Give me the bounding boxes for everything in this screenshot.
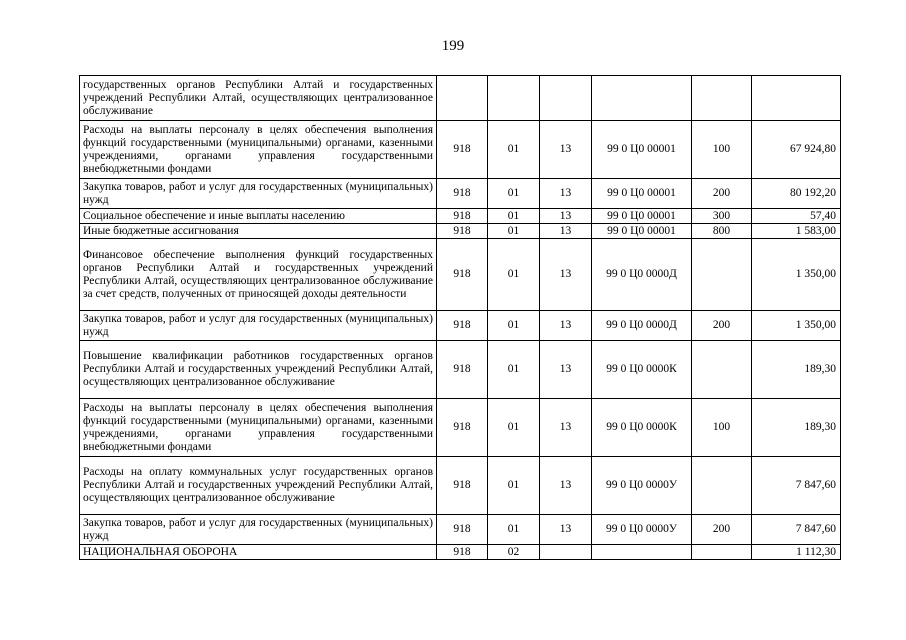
amount-cell: 1 112,30 <box>752 545 841 560</box>
section-cell: 02 <box>488 545 540 560</box>
expense-type-cell <box>692 76 752 121</box>
section-cell: 01 <box>488 311 540 341</box>
section-cell: 01 <box>488 179 540 209</box>
row-name: Расходы на выплаты персоналу в целях обеспечения выполнения функций государственными (муниципальными) органами, казенными учреждениями, органами управления государственными внебюджетными фондами <box>80 121 437 179</box>
row-name: Закупка товаров, работ и услуг для государственных (муниципальных) нужд <box>80 311 437 341</box>
row-name: Финансовое обеспечение выполнения функций государственных органов Республики Алтай и государственных учреждений Республики Алтай, осуществляющих централизованное обслуживание за счет средств, полученных от приносящей доходы деятельности <box>80 239 437 311</box>
section-cell: 01 <box>488 399 540 457</box>
grbs-cell: 918 <box>437 457 488 515</box>
grbs-cell: 918 <box>437 311 488 341</box>
expense-type-cell: 300 <box>692 209 752 224</box>
expense-type-cell: 200 <box>692 179 752 209</box>
subsection-cell <box>540 76 592 121</box>
amount-cell: 1 350,00 <box>752 239 841 311</box>
target-article-cell: 99 0 Ц0 0000К <box>592 399 692 457</box>
table-row <box>80 179 841 209</box>
amount-cell <box>752 76 841 121</box>
row-name: Расходы на оплату коммунальных услуг государственных органов Республики Алтай и государственных учреждений Республики Алтай, осуществляющих централизованное обслуживание <box>80 457 437 515</box>
amount-cell: 189,30 <box>752 399 841 457</box>
row-name: НАЦИОНАЛЬНАЯ ОБОРОНА <box>80 545 437 560</box>
section-cell: 01 <box>488 515 540 545</box>
section-cell <box>488 76 540 121</box>
table-row <box>80 121 841 179</box>
grbs-cell: 918 <box>437 179 488 209</box>
row-name: Социальное обеспечение и иные выплаты населению <box>80 209 437 224</box>
row-name: Закупка товаров, работ и услуг для государственных (муниципальных) нужд <box>80 179 437 209</box>
target-article-cell <box>592 545 692 560</box>
section-cell: 01 <box>488 121 540 179</box>
grbs-cell: 918 <box>437 515 488 545</box>
table-row <box>80 311 841 341</box>
subsection-cell: 13 <box>540 121 592 179</box>
row-name: Расходы на выплаты персоналу в целях обеспечения выполнения функций государственными (муниципальными) органами, казенными учреждениями, органами управления государственными внебюджетными фондами <box>80 399 437 457</box>
target-article-cell: 99 0 Ц0 00001 <box>592 121 692 179</box>
target-article-cell: 99 0 Ц0 0000У <box>592 515 692 545</box>
expense-type-cell: 200 <box>692 311 752 341</box>
section-cell: 01 <box>488 224 540 239</box>
subsection-cell: 13 <box>540 209 592 224</box>
expense-type-cell: 100 <box>692 121 752 179</box>
table-row <box>80 515 841 545</box>
amount-cell: 1 583,00 <box>752 224 841 239</box>
subsection-cell: 13 <box>540 311 592 341</box>
grbs-cell: 918 <box>437 209 488 224</box>
subsection-cell: 13 <box>540 239 592 311</box>
table-row <box>80 341 841 399</box>
target-article-cell: 99 0 Ц0 0000У <box>592 457 692 515</box>
expense-type-cell: 800 <box>692 224 752 239</box>
grbs-cell: 918 <box>437 545 488 560</box>
expense-type-cell: 200 <box>692 515 752 545</box>
section-cell: 01 <box>488 239 540 311</box>
page-number: 199 <box>441 38 465 54</box>
table-row <box>80 76 841 121</box>
subsection-cell: 13 <box>540 515 592 545</box>
target-article-cell: 99 0 Ц0 00001 <box>592 209 692 224</box>
amount-cell: 57,40 <box>752 209 841 224</box>
expense-type-cell <box>692 545 752 560</box>
table-row <box>80 457 841 515</box>
section-cell: 01 <box>488 457 540 515</box>
amount-cell: 1 350,00 <box>752 311 841 341</box>
subsection-cell <box>540 545 592 560</box>
expense-type-cell: 100 <box>692 399 752 457</box>
grbs-cell: 918 <box>437 239 488 311</box>
budget-table <box>79 75 841 560</box>
grbs-cell: 918 <box>437 399 488 457</box>
table-row <box>80 224 841 239</box>
expense-type-cell <box>692 239 752 311</box>
section-cell: 01 <box>488 341 540 399</box>
row-name: Повышение квалификации работников государственных органов Республики Алтай и государственных учреждений Республики Алтай, осуществляющих централизованное обслуживание <box>80 341 437 399</box>
target-article-cell: 99 0 Ц0 0000Д <box>592 239 692 311</box>
target-article-cell: 99 0 Ц0 00001 <box>592 179 692 209</box>
row-name: государственных органов Республики Алтай и государственных учреждений Республики Алтай, осуществляющих централизованное обслуживание <box>80 76 437 121</box>
grbs-cell <box>437 76 488 121</box>
subsection-cell: 13 <box>540 179 592 209</box>
table-row <box>80 239 841 311</box>
target-article-cell <box>592 76 692 121</box>
subsection-cell: 13 <box>540 341 592 399</box>
grbs-cell: 918 <box>437 224 488 239</box>
subsection-cell: 13 <box>540 224 592 239</box>
target-article-cell: 99 0 Ц0 00001 <box>592 224 692 239</box>
amount-cell: 67 924,80 <box>752 121 841 179</box>
grbs-cell: 918 <box>437 121 488 179</box>
subsection-cell: 13 <box>540 399 592 457</box>
amount-cell: 7 847,60 <box>752 515 841 545</box>
table-row <box>80 545 841 560</box>
expense-type-cell <box>692 457 752 515</box>
subsection-cell: 13 <box>540 457 592 515</box>
amount-cell: 80 192,20 <box>752 179 841 209</box>
row-name: Иные бюджетные ассигнования <box>80 224 437 239</box>
table-row <box>80 399 841 457</box>
row-name: Закупка товаров, работ и услуг для государственных (муниципальных) нужд <box>80 515 437 545</box>
grbs-cell: 918 <box>437 341 488 399</box>
amount-cell: 7 847,60 <box>752 457 841 515</box>
expense-type-cell <box>692 341 752 399</box>
section-cell: 01 <box>488 209 540 224</box>
target-article-cell: 99 0 Ц0 0000К <box>592 341 692 399</box>
amount-cell: 189,30 <box>752 341 841 399</box>
table-row <box>80 209 841 224</box>
target-article-cell: 99 0 Ц0 0000Д <box>592 311 692 341</box>
